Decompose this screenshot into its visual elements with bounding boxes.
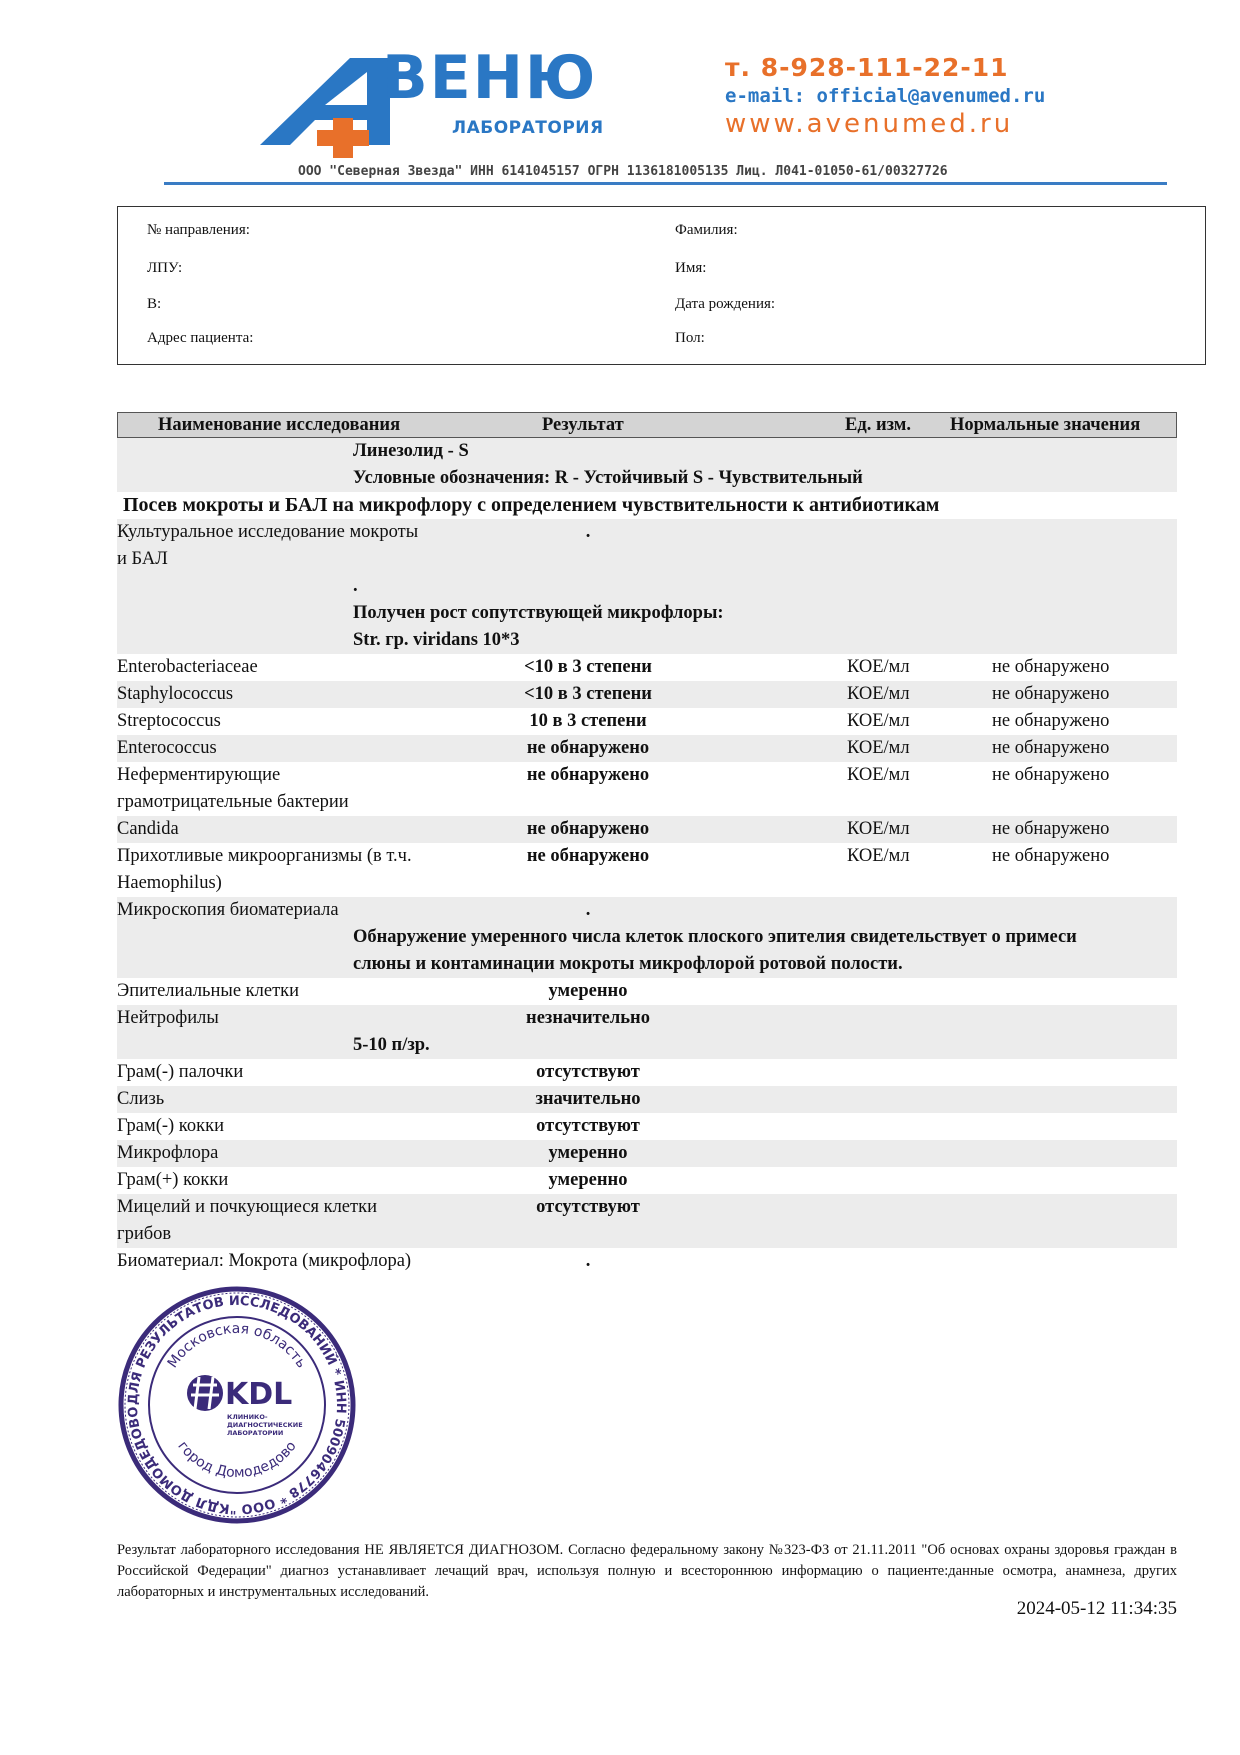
lpu-label: ЛПУ:	[147, 260, 183, 276]
row-name: Streptococcus	[117, 711, 221, 731]
row-result: <10 в 3 степени	[524, 684, 652, 704]
results-table	[117, 412, 1177, 1275]
row-unit: КОЕ/мл	[847, 738, 910, 758]
row-unit: КОЕ/мл	[847, 711, 910, 731]
legal-info: ООО "Северная Звезда" ИНН 6141045157 ОГРН 1136181005135 Лиц. Л041-01050-61/00327726	[298, 164, 948, 179]
lab-stamp	[117, 1285, 357, 1525]
row-norm: не обнаружено	[992, 711, 1110, 731]
row-result: отсутствуют	[536, 1197, 640, 1217]
table-row	[117, 735, 1177, 762]
row-unit: КОЕ/мл	[847, 657, 910, 677]
sex-label: Пол:	[675, 330, 705, 346]
logo-word: ВЕНЮ	[382, 43, 598, 113]
row-result: умеренно	[548, 1143, 628, 1163]
row-name: Enterobacteriaceae	[117, 657, 258, 677]
section-title-row	[117, 492, 1177, 519]
row-result: 10 в 3 степени	[529, 711, 647, 731]
stamp-brand: KDL	[225, 1377, 293, 1412]
birth-date-label: Дата рождения:	[675, 296, 776, 312]
referral-number-label: № направления:	[147, 222, 250, 238]
row-norm: не обнаружено	[992, 846, 1110, 866]
table-row	[117, 1059, 1177, 1086]
row-name: Грам(+) кокки	[117, 1170, 229, 1190]
table-header	[117, 412, 1177, 438]
header-result: Результат	[542, 415, 624, 435]
row-result: не обнаружено	[526, 819, 650, 839]
row-result: отсутствуют	[536, 1116, 640, 1136]
table-row	[117, 816, 1177, 843]
row-result: умеренно	[548, 981, 628, 1001]
stamp-brand-subtitle: КЛИНИКО-ДИАГНОСТИЧЕСКИЕ ЛАБОРАТОРИИ	[227, 1413, 303, 1437]
table-row	[117, 762, 1177, 816]
row-name: Микроскопия биоматериала	[117, 900, 339, 920]
row-norm: не обнаружено	[992, 684, 1110, 704]
row-result: .	[585, 900, 591, 920]
row-name: Слизь	[117, 1089, 165, 1109]
row-name-line1: Неферментирующие	[117, 765, 281, 785]
row-norm: не обнаружено	[992, 657, 1110, 677]
header-unit: Ед. изм.	[845, 415, 912, 435]
row-result: умеренно	[548, 1170, 628, 1190]
svg-text:Московская область	[165, 1321, 310, 1371]
strain-text: Str. гр. viridans 10*3	[353, 630, 520, 650]
culture-name-line1: Культуральное исследование мокроты	[117, 522, 419, 542]
antibiotic-legend-row	[117, 438, 1177, 492]
row-name: Грам(-) палочки	[117, 1062, 244, 1082]
row-name: Staphylococcus	[117, 684, 234, 704]
disclaimer-text: Результат лабораторного исследования НЕ ЯВЛЯЕТСЯ ДИАГНОЗОМ. Согласно федеральному закону №323-ФЗ от 21.11.2011 "Об основах охраны здоровья граждан в Российской Федерации" диагноз устанавливает лечащий врач, используя полную и всестороннюю информацию о пациенте:данные осмотра, анамнеза, других лабораторных и инструментальных исследований.	[117, 1542, 1177, 1600]
legend-text: Условные обозначения: R - Устойчивый S - Чувствительный	[353, 468, 863, 488]
row-norm: не обнаружено	[992, 819, 1110, 839]
row-unit: КОЕ/мл	[847, 765, 910, 785]
header-name: Наименование исследования	[158, 415, 401, 435]
row-name: Эпителиальные клетки	[117, 981, 300, 1001]
row-result: <10 в 3 степени	[524, 657, 652, 677]
row-result: незначительно	[526, 1008, 650, 1028]
row-name: Нейтрофилы	[117, 1008, 219, 1028]
table-row	[117, 1167, 1177, 1194]
table-row	[117, 1194, 1177, 1248]
biomaterial-label: Биоматериал: Мокрота (микрофлора)	[117, 1251, 412, 1271]
row-name: Грам(-) кокки	[117, 1116, 224, 1136]
table-row	[117, 1113, 1177, 1140]
biomaterial-result: .	[585, 1251, 591, 1271]
row-unit: КОЕ/мл	[847, 846, 910, 866]
row-name: Enterococcus	[117, 738, 217, 758]
stamp-inner-top: Московская область	[164, 1320, 310, 1372]
name-label: Имя:	[675, 260, 707, 276]
row-name-line2: Haemophilus)	[117, 873, 222, 893]
culture-name-line2: и БАЛ	[117, 549, 168, 569]
stamp-ring-text: ДЛЯ РЕЗУЛЬТАТОВ ИССЛЕДОВАНИЙ * ИНН 5009046778 * ООО "КДЛ ДОМОДЕДОВО	[125, 1293, 349, 1517]
header-divider	[164, 182, 1167, 185]
logo-subtitle: ЛАБОРАТОРИЯ	[452, 118, 604, 138]
patient-address-label: Адрес пациента:	[147, 330, 254, 346]
microscopy-row	[117, 897, 1177, 978]
microscopy-comment-line1: Обнаружение умеренного числа клеток плоского эпителия свидетельствует о примеси	[353, 927, 1077, 947]
patient-info-box	[117, 206, 1206, 365]
culture-row	[117, 519, 1177, 654]
culture-dot2: .	[353, 576, 358, 596]
contact-phone: т. 8-928-111-22-11	[725, 53, 1009, 82]
row-name: Candida	[117, 819, 179, 839]
row-result: значительно	[535, 1089, 641, 1109]
table-row	[117, 1086, 1177, 1113]
row-name-line1: Мицелий и почкующиеся клетки	[117, 1197, 377, 1217]
microscopy-comment-line2: слюны и контаминации мокроты микрофлорой ротовой полости.	[353, 954, 903, 974]
table-row	[117, 978, 1177, 1005]
table-row	[117, 843, 1177, 897]
row-unit: КОЕ/мл	[847, 684, 910, 704]
row-result: не обнаружено	[526, 765, 650, 785]
section-title: Посев мокроты и БАЛ на микрофлору с определением чувствительности к антибиотикам	[123, 494, 940, 516]
contacts-block	[725, 55, 1045, 137]
table-row	[117, 1005, 1177, 1059]
surname-label: Фамилия:	[675, 222, 738, 238]
growth-text: Получен рост сопутствующей микрофлоры:	[353, 603, 724, 623]
linezolid-result: Линезолид - S	[353, 441, 469, 461]
table-row	[117, 681, 1177, 708]
stamp-inner-bottom: город Домодедово	[174, 1438, 300, 1482]
letterhead	[0, 0, 1240, 200]
table-row	[117, 1140, 1177, 1167]
table-row	[117, 654, 1177, 681]
svg-text:город Домодедово	[174, 1438, 299, 1481]
neutrophils-extra: 5-10 п/зр.	[353, 1035, 430, 1055]
row-result: отсутствуют	[536, 1062, 640, 1082]
row-name-line2: грибов	[117, 1224, 172, 1244]
table-row	[117, 708, 1177, 735]
row-norm: не обнаружено	[992, 738, 1110, 758]
v-label: В:	[147, 296, 162, 312]
row-name-line1: Прихотливые микроорганизмы (в т.ч.	[117, 846, 412, 866]
contact-website: www.avenumed.ru	[725, 109, 1014, 139]
kdl-mark-icon	[187, 1375, 223, 1411]
row-name: Микрофлора	[117, 1143, 219, 1163]
report-datetime: 2024-05-12 11:34:35	[1016, 1598, 1177, 1619]
row-name-line2: грамотрицательные бактерии	[117, 792, 349, 812]
biomaterial-row	[117, 1248, 1177, 1275]
row-result: не обнаружено	[526, 846, 650, 866]
row-unit: КОЕ/мл	[847, 819, 910, 839]
culture-result-dot: .	[585, 522, 591, 542]
header-norm: Нормальные значения	[950, 415, 1141, 435]
row-norm: не обнаружено	[992, 765, 1110, 785]
row-result: не обнаружено	[526, 738, 650, 758]
contact-email: e-mail: official@avenumed.ru	[725, 85, 1046, 107]
